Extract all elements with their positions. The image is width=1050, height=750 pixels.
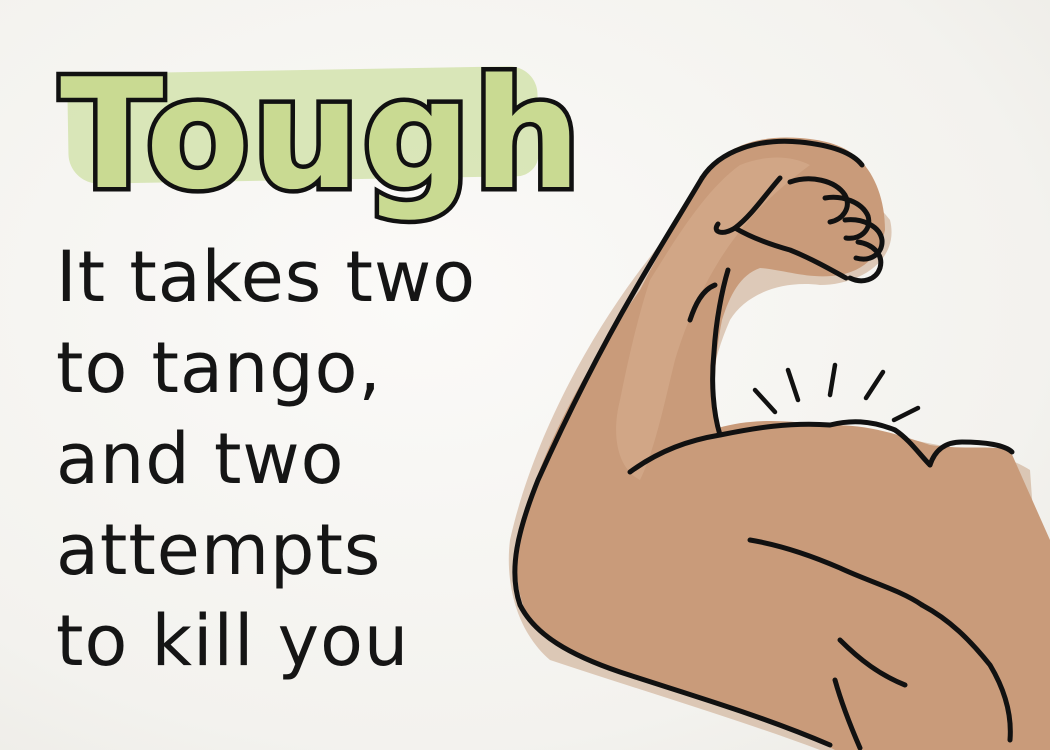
flexed-arm-icon (490, 120, 1050, 750)
message-line-3: and two (56, 418, 345, 500)
message-line-1: It takes two (56, 236, 477, 318)
card-title: Tough (60, 46, 584, 223)
flex-lines-icon (755, 365, 918, 420)
message-line-2: to tango, (56, 327, 382, 409)
card-message (56, 232, 526, 687)
message-line-5: to kill you (56, 600, 410, 682)
message-line-4: attempts (56, 509, 382, 591)
